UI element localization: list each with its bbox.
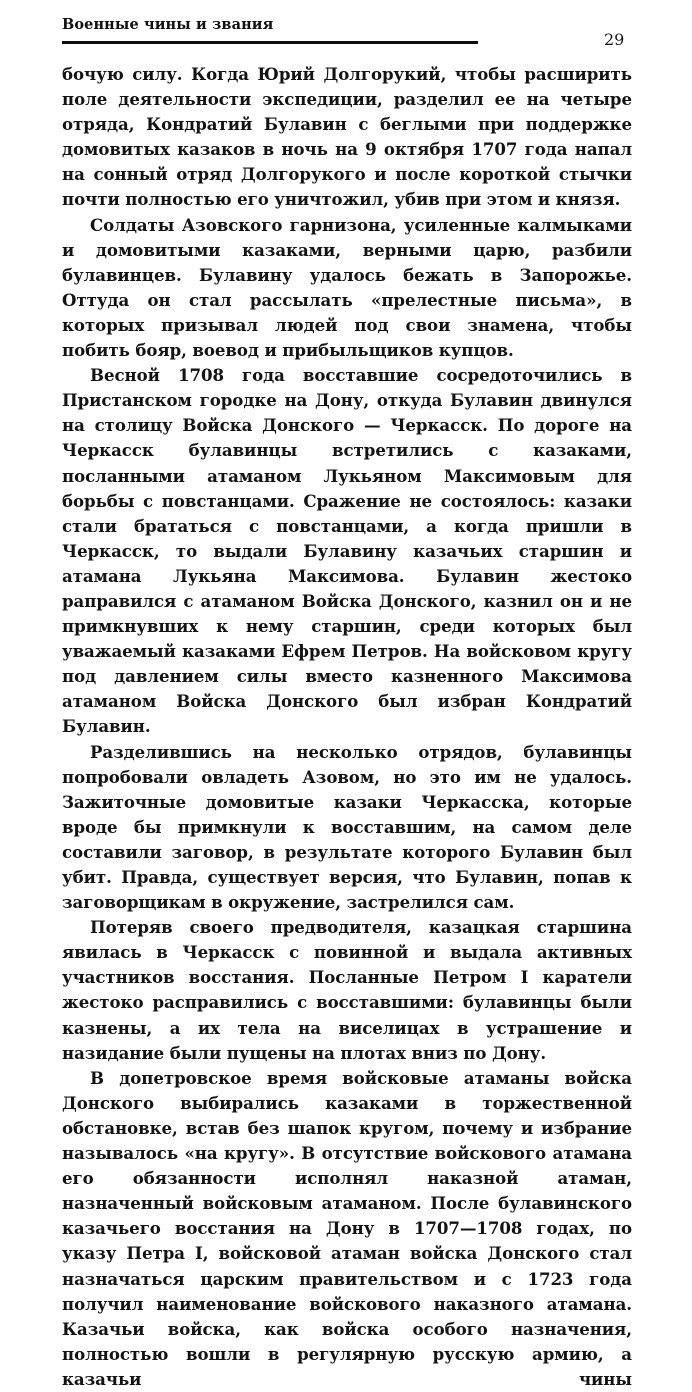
header-rule <box>62 41 478 44</box>
running-head-title: Военные чины и звания <box>62 16 274 33</box>
paragraph: Весной 1708 года восставшие сосредоточились в Пристанском городке на Дону, откуда Булавин двинулся на столицу Войска Донского — Черкасск. По дороге на Черкасск булавинцы встретились с казаками, посланными атаманом Лукьяном Максимовым для борьбы с повстанцами. Сражение не состоялось: казаки стали брататься с повстанцами, а когда пришли в Черкасск, то выдали Булавину казачьих старшин и атамана Лукьяна Максимова. Булавин жестоко раправился с атаманом Войска Донского, казнил он и не примкнувших к нему старшин, среди которых был уважаемый казаками Ефрем Петров. На войсковом кругу под давлением силы вместо казненного Максимова атаманом Войска Донского был избран Кондратий Булавин. <box>62 365 632 737</box>
page-number: 29 <box>604 30 625 49</box>
paragraph: бочую силу. Когда Юрий Долгорукий, чтобы расширить поле деятельности экспедиции, разделил ее на четыре отряда, Кондратий Булавин с беглыми при поддержке домовитых казаков в ночь на 9 октября 1707 года напал на сонный отряд Долгорукого и после короткой стычки почти полностью его уничтожил, убив при этом и князя. <box>62 64 632 210</box>
paragraph: В допетровское время войсковые атаманы войска Донского выбирались казаками в торжественной обстановке, встав без шапок кругом, почему и избрание называлось «на кругу». В отсутствие войскового атамана его обязанности исполнял наказной атаман, назначенный войсковым атаманом. После булавинского казачьего восстания на Дону в 1707—1708 годах, по указу Петра I, войсковой атаман войска Донского стал назначаться царским правительством и с 1723 года получил наименование войскового наказного атамана. Казачьи войска, как войска особого назначения, полностью вошли в регулярную русскую армию, а казачьи чины <box>62 1067 632 1389</box>
page-header <box>0 0 692 56</box>
body-text-column <box>62 62 632 1392</box>
paragraph: Потеряв своего предводителя, казацкая старшина явилась в Черкасск с повинной и выдала активных участников восстания. Посланные Петром I каратели жестоко расправились с восставшими: булавинцы были казнены, а их тела на виселицах в устрашение и назидание были пущены на плотах вниз по Дону. <box>62 917 632 1063</box>
paragraph: Разделившись на несколько отрядов, булавинцы попробовали овладеть Азовом, но это им не удалось. Зажиточные домовитые казаки Черкасска, которые вроде бы примкнули к восставшим, на самом деле составили заговор, в результате которого Булавин был убит. Правда, существует версия, что Булавин, попав к заговорщикам в окружение, застрелился сам. <box>62 741 632 913</box>
paragraph: Солдаты Азовского гарнизона, усиленные калмыками и домовитыми казаками, верными царю, разбили булавинцев. Булавину удалось бежать в Запорожье. Оттуда он стал рассылать «прелестные письма», в которых призывал людей под свои знамена, чтобы побить бояр, воевод и прибыльщиков купцов. <box>62 214 632 361</box>
